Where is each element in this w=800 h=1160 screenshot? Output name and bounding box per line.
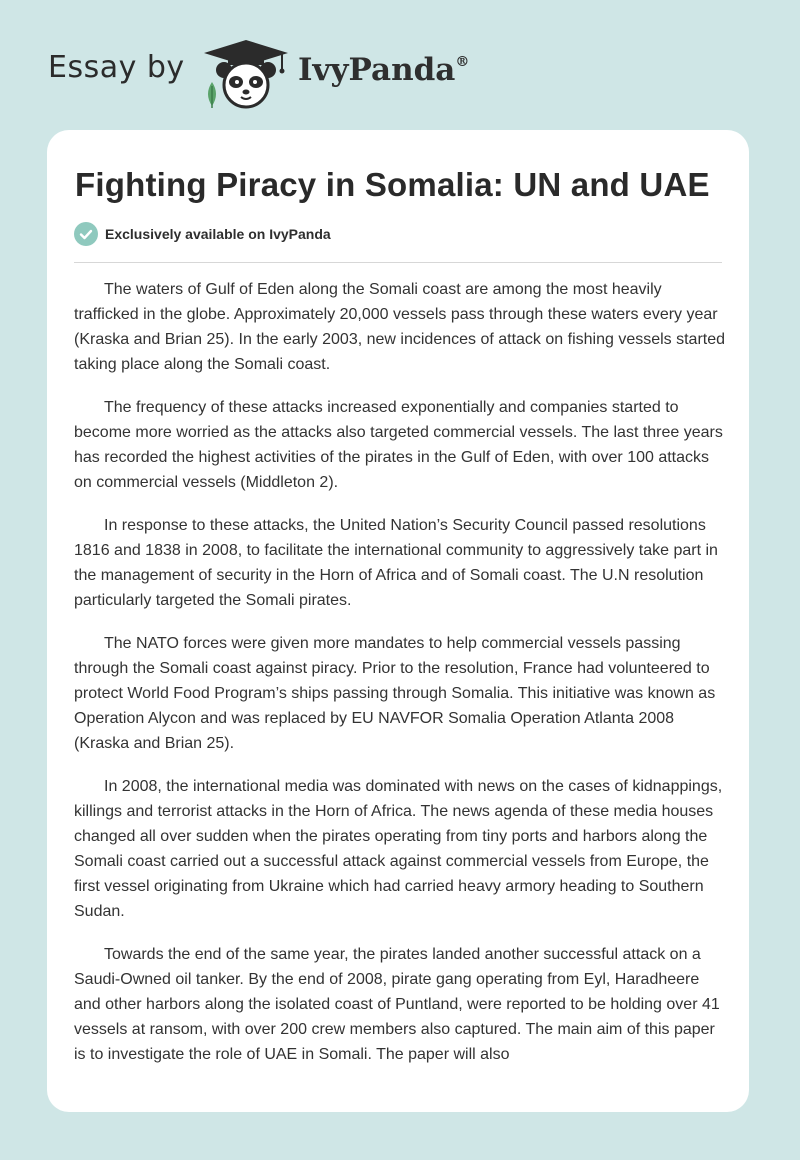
divider [74,262,722,263]
registered-mark: ® [455,54,470,70]
ivypanda-brand[interactable] [298,52,469,88]
paragraph: The frequency of these attacks increased exponentially and companies started to become more worried as the attacks also targeted commercial vessels. The last three years has recorded the highest activities of the pirates in the Gulf of Eden, with over 100 attacks on commercial vessels (Middleton 2). [74,399,723,491]
essay-by-label: Essay by [48,50,185,85]
brand-name-text: IvyPanda [298,52,456,88]
panda-graduate-icon[interactable] [198,38,294,110]
paragraph: In response to these attacks, the United Nation’s Security Council passed resolutions 1816 and 1838 in 2008, to facilitate the international community to aggressively take part in the management of security in the Horn of Africa and of Somali coast. The U.N resolution particularly targeted the Somali pirates. [74,517,718,609]
exclusive-badge [74,222,331,246]
site-header [0,0,800,120]
essay-body [74,277,728,1085]
paragraph: The waters of Gulf of Eden along the Somali coast are among the most heavily trafficked in the globe. Approximately 20,000 vessels pass through these waters every year (Kraska and Brian 25). In the early 2003, new incidences of attack on fishing vessels started taking place along the Somali coast. [74,281,726,373]
paragraph: The NATO forces were given more mandates to help commercial vessels passing through the Somali coast against piracy. Prior to the resolution, France had volunteered to protect World Food Program’s ships passing through Somalia. This initiative was known as Operation Alycon and was replaced by EU NAVFOR Somalia Operation Atlanta 2008 (Kraska and Brian 25). [74,635,716,752]
paragraph: In 2008, the international media was dominated with news on the cases of kidnappings, killings and terrorist attacks in the Horn of Africa. The news agenda of these media houses changed all over sudden when the pirates operating from tiny ports and harbors along the Somali coast carried out a successful attack against commercial vessels from Europe, the first vessel originating from Ukraine which had carried heavy armory heading to Southern Sudan. [74,778,723,920]
essay-card [47,130,749,1112]
check-circle-icon [74,222,98,246]
page-title: Fighting Piracy in Somalia: UN and UAE [75,166,710,203]
exclusive-label: Exclusively available on IvyPanda [105,226,331,242]
paragraph: Towards the end of the same year, the pirates landed another successful attack on a Saudi-Owned oil tanker. By the end of 2008, pirate gang operating from Eyl, Haradheere and other harbors along the isolated coast of Puntland, were reported to be holding over 41 vessels at ransom, with over 200 crew members also captured. The main aim of this paper is to investigate the role of UAE in Somali. The paper will also [74,946,720,1063]
